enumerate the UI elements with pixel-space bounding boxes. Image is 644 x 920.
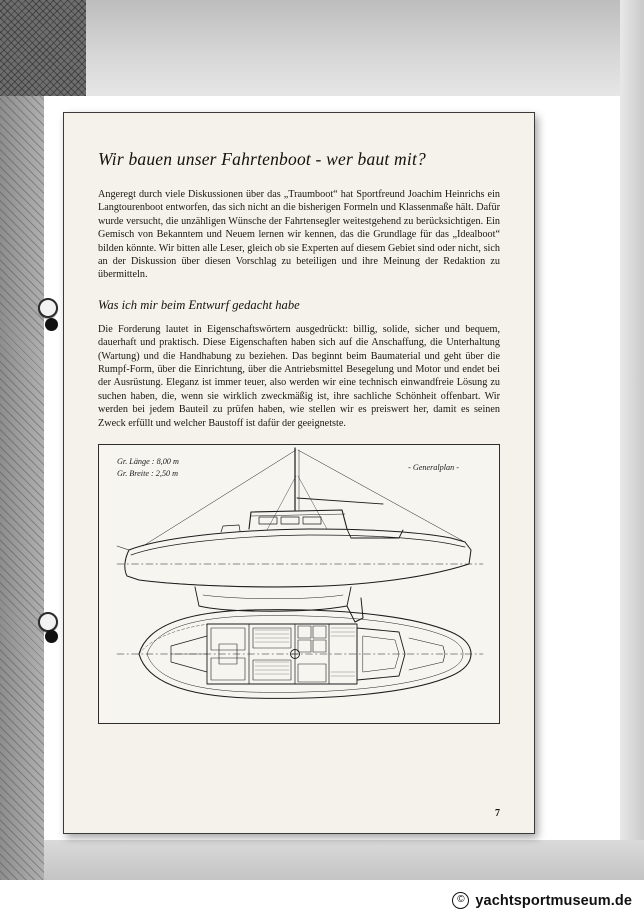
boat-plan-svg (99, 445, 499, 723)
figure-label-length: Gr. Länge : 8,00 m (117, 457, 179, 467)
punch-hole-bottom (45, 630, 58, 643)
section-heading: Was ich mir beim Entwurf gedacht habe (98, 297, 300, 312)
footer-bar (0, 880, 644, 920)
page-number: 7 (495, 808, 500, 819)
section-paragraph: Die Forderung lautet in Eigenschaftswörtern ausgedrückt: billig, solide, sicher und bequem, dauerhaft und praktisch. Diese Eigenschaften haben sich auf die Anschaffung, die Unterhaltung (Wartung) und die Handhabung zu beziehen. Das beginnt beim Baumaterial und geht über die Rumpf-Form, über die Einrichtung, über die Antriebsmittel Besegelung und Motor und endet bei der Ausrüstung. Eleganz ist immer teuer, also werden wir eine technisch einwandfreie Lösung zu suchen haben, die, wenn sie wirklich zweckmäßig ist, ihre sachliche Schönheit offenbart. Wir werden bei jedem Bauteil zu prüfen haben, wie stellen wir es preiswert her, damit es seinen Zweck erfüllt und welcher Baustoff ist dafür der geeignetste. (98, 323, 500, 429)
magazine-page (63, 112, 535, 834)
copyright-text: yachtsportmuseum.de (475, 892, 632, 909)
mesh-texture-left-strip (0, 96, 44, 880)
mesh-texture-top-left (0, 0, 86, 96)
figure-label-beam: Gr. Breite : 2,50 m (117, 469, 179, 479)
punch-hole-top (45, 318, 58, 331)
copyright-icon: © (452, 892, 469, 909)
scan-background-top (0, 0, 644, 96)
binder-ring-bottom (38, 612, 58, 632)
binder-ring-top (38, 298, 58, 318)
intro-paragraph: Angeregt durch viele Diskussionen über das „Traumboot“ hat Sportfreund Joachim Heinrichs ein Langtourenboot entworfen, das sich nicht an die bisherigen Formeln und Klassenmaße hält. Dafür wurde versucht, die unzähligen Wünsche der Fahrtensegler weitestgehend zu berücksichtigen. Ein Gemisch von Bekanntem und Neuem lernen wir kennen, das die Grundlage für das „Idealboot“ bilden könnte. Wir bitten alle Leser, gleich ob sie Experten auf diesem Gebiet sind oder nicht, sich an der Diskussion über diesen Vorschlag zu beteiligen und ihre Meinung der Redaktion zu übermitteln. (98, 189, 500, 281)
scan-background-bottom (0, 840, 644, 880)
page-title: Wir bauen unser Fahrtenboot - wer baut mit? (98, 149, 426, 169)
scan-background-right (620, 0, 644, 880)
copyright-notice (452, 892, 632, 909)
figure-label-plan: - Generalplan - (408, 463, 459, 473)
general-arrangement-drawing (98, 444, 500, 724)
